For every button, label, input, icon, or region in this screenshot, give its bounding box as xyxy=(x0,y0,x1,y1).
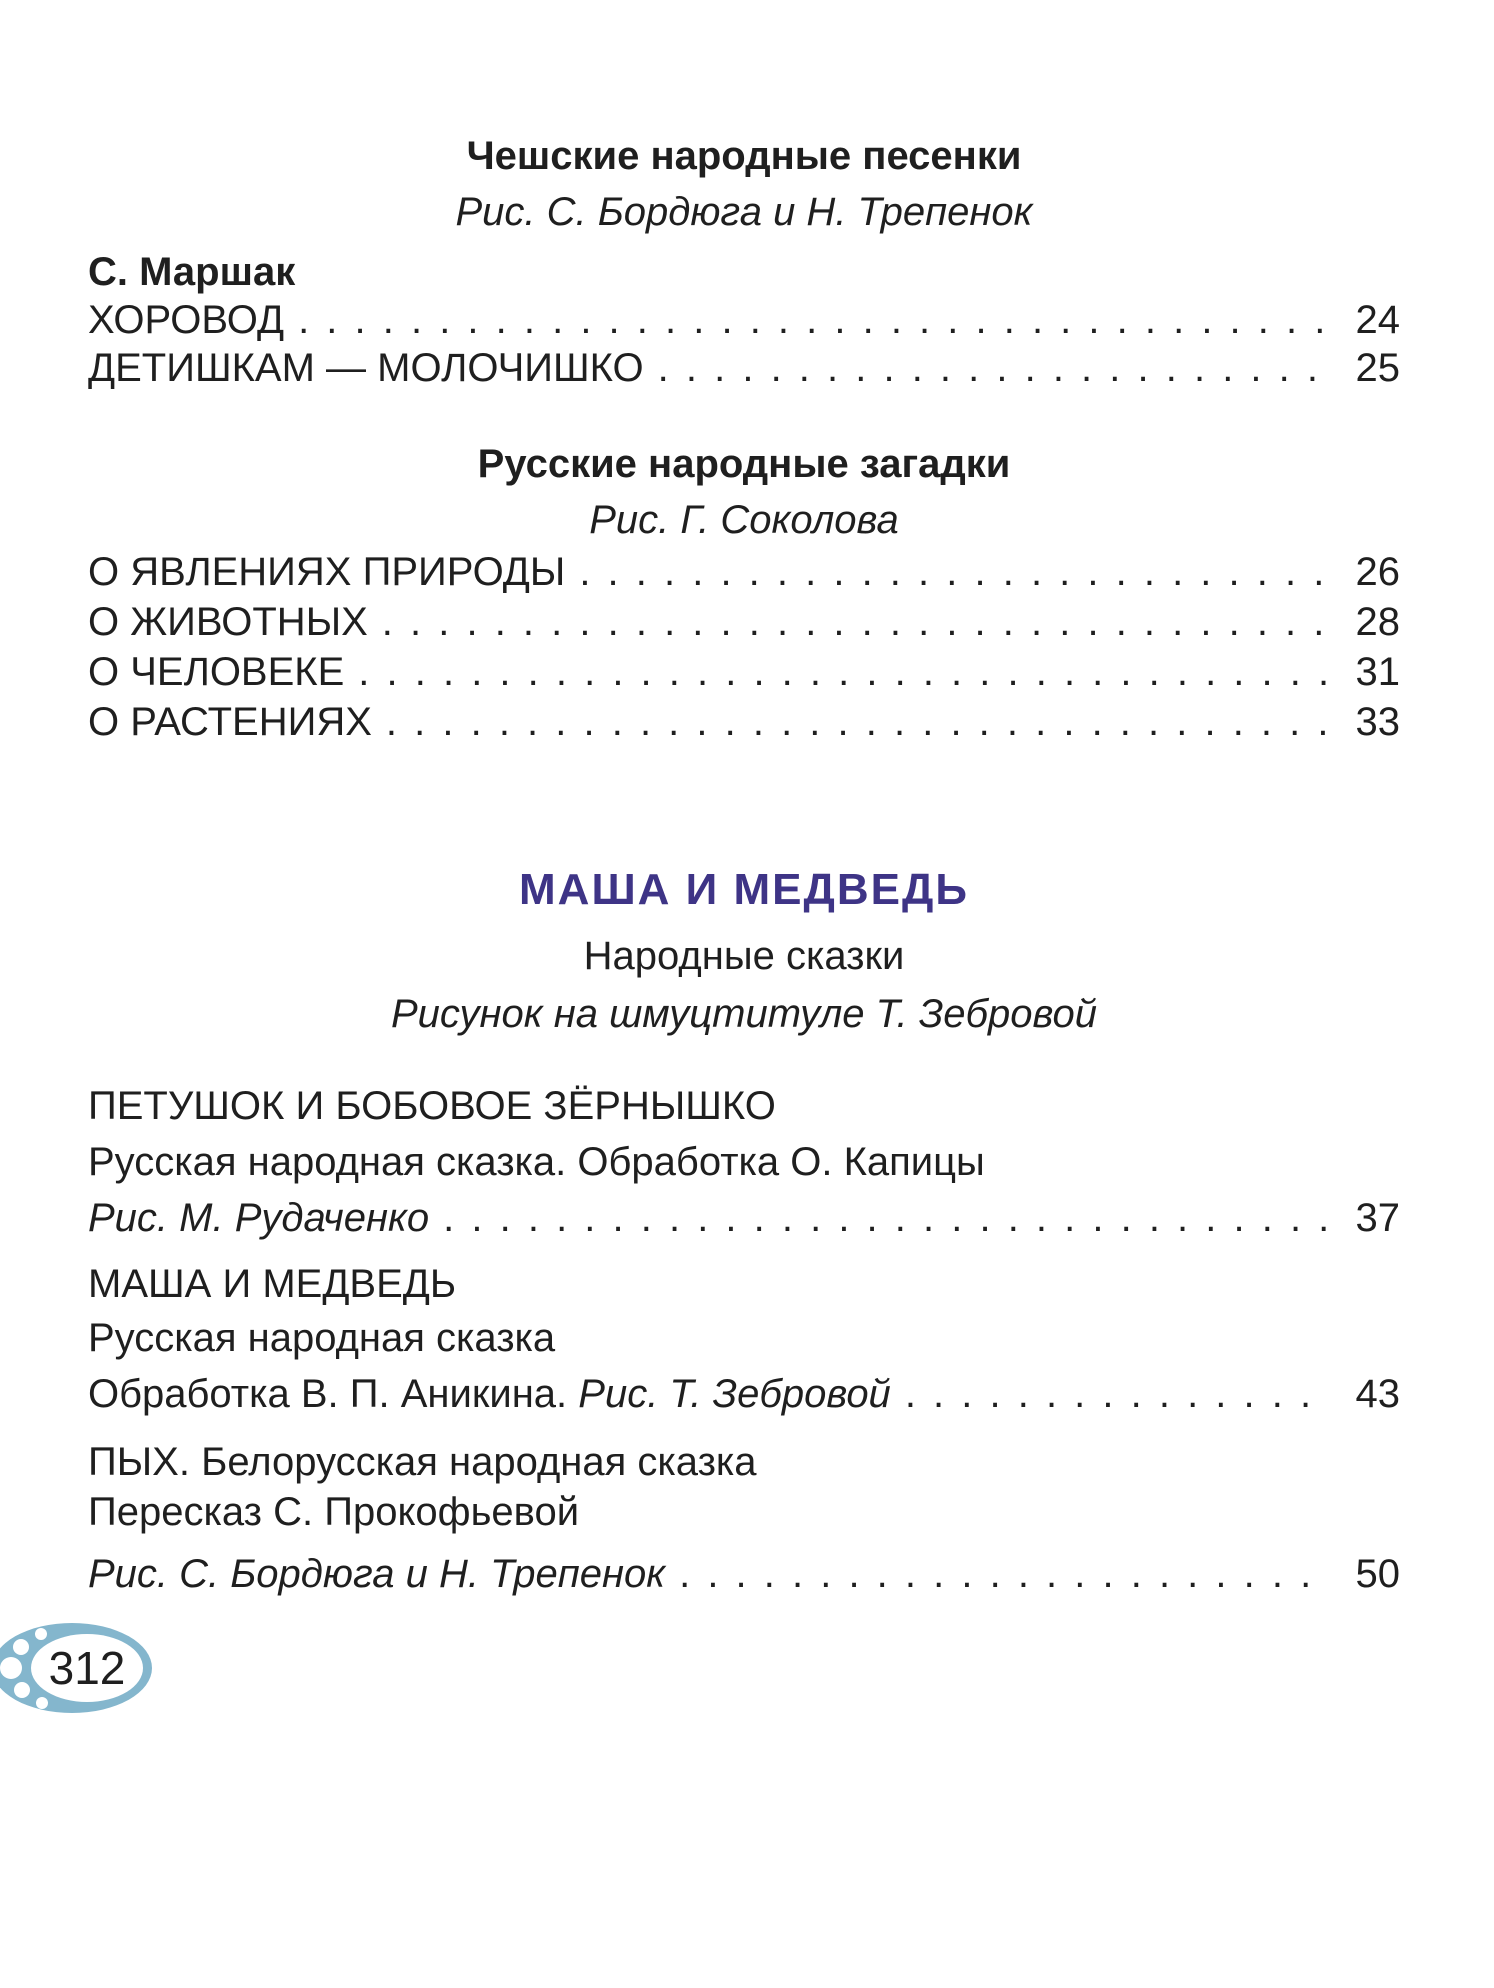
tale-subtitle: Пересказ С. Прокофьевой xyxy=(88,1490,580,1534)
toc-entry xyxy=(88,1550,1400,1598)
entry-page-number: 28 xyxy=(1355,600,1400,644)
entry-credit-italic: Рис. Т. Зебровой xyxy=(578,1372,891,1416)
part-illustrator-credit: Рисунок на шмуцтитуле Т. Зебровой xyxy=(390,992,1097,1036)
entry-page-number: 33 xyxy=(1355,700,1400,744)
entry-title: ХОРОВОД xyxy=(88,298,285,342)
toc-entry xyxy=(88,1370,1400,1418)
toc-entry xyxy=(88,296,1400,344)
table-of-contents xyxy=(0,132,1494,1598)
section-heading: Русские народные загадки xyxy=(477,442,1011,486)
entry-title: О ЯВЛЕНИЯХ ПРИРОДЫ xyxy=(88,550,566,594)
part-subtitle: Народные сказки xyxy=(583,934,905,978)
toc-entry xyxy=(88,598,1400,646)
tale-subtitle: Русская народная сказка xyxy=(88,1316,556,1360)
dot-leader xyxy=(679,1550,1330,1598)
entry-credit-italic: Рис. М. Рудаченко xyxy=(88,1196,430,1240)
dot-leader xyxy=(443,1194,1330,1242)
entry-page-number: 26 xyxy=(1355,550,1400,594)
page-number: 312 xyxy=(48,1642,126,1694)
section-illustrator-credit: Рис. С. Бордюга и Н. Трепенок xyxy=(455,190,1033,234)
tale-title: ПЫХ. Белорусская народная сказка xyxy=(88,1440,757,1484)
entry-credit xyxy=(88,1370,891,1418)
toc-entry xyxy=(88,698,1400,746)
section-illustrator-credit: Рис. Г. Соколова xyxy=(589,498,899,542)
dot-leader xyxy=(298,296,1330,344)
page-number-badge xyxy=(0,1620,156,1716)
entry-title: О РАСТЕНИЯХ xyxy=(88,700,372,744)
entry-credit xyxy=(88,1550,665,1598)
tale-title: МАША И МЕДВЕДЬ xyxy=(88,1262,457,1306)
entry-page-number: 43 xyxy=(1355,1372,1400,1416)
entry-title: О ЧЕЛОВЕКЕ xyxy=(88,650,345,694)
entry-credit xyxy=(88,1194,429,1242)
toc-entry xyxy=(88,344,1400,392)
entry-credit-prefix: Обработка В. П. Аникина. xyxy=(88,1372,579,1416)
tale-subtitle: Русская народная сказка. Обработка О. Капицы xyxy=(88,1140,985,1184)
dot-leader xyxy=(386,698,1330,746)
entry-page-number: 25 xyxy=(1355,346,1400,390)
dot-leader xyxy=(658,344,1330,392)
toc-entry xyxy=(88,548,1400,596)
part-title: МАША И МЕДВЕДЬ xyxy=(519,865,969,914)
author-name: С. Маршак xyxy=(88,250,296,294)
entry-page-number: 24 xyxy=(1355,298,1400,342)
entry-title: ДЕТИШКАМ — МОЛОЧИШКО xyxy=(88,346,644,390)
toc-entry xyxy=(88,1194,1400,1242)
dot-leader xyxy=(382,598,1330,646)
dot-leader xyxy=(579,548,1330,596)
dot-leader xyxy=(905,1370,1330,1418)
entry-page-number: 31 xyxy=(1355,650,1400,694)
toc-entry xyxy=(88,648,1400,696)
tale-title: ПЕТУШОК И БОБОВОЕ ЗЁРНЫШКО xyxy=(88,1084,776,1128)
section-heading: Чешские народные песенки xyxy=(466,134,1022,178)
entry-page-number: 37 xyxy=(1355,1196,1400,1240)
dot-leader xyxy=(358,648,1330,696)
entry-credit-italic: Рис. С. Бордюга и Н. Трепенок xyxy=(88,1552,666,1596)
entry-page-number: 50 xyxy=(1355,1552,1400,1596)
entry-title: О ЖИВОТНЫХ xyxy=(88,600,368,644)
